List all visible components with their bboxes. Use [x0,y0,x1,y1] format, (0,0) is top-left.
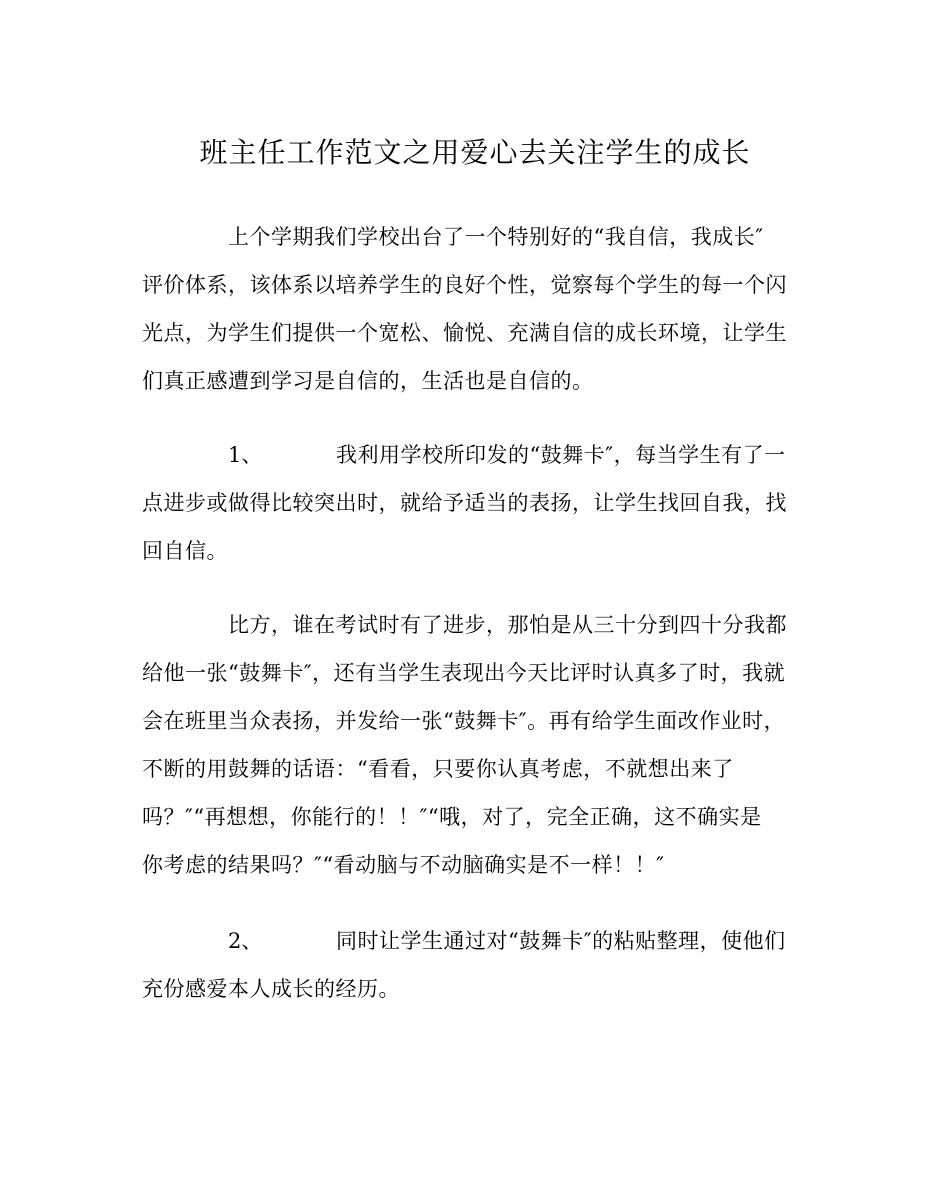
paragraph-2-line-6: 你考虑的结果吗？″“看动脑与不动脑确实是不一样！！″ [142,853,665,877]
item-1-line-1: 我利用学校所印发的“鼓舞卡″，每当学生有了一 [336,443,786,467]
item-2-number: 2、 [228,929,263,953]
item-1-number: 1、 [228,443,263,467]
item-1-line-3: 回自信。 [142,539,228,563]
item-2-line-1: 同时让学生通过对“鼓舞卡″的粘贴整理，使他们 [336,929,786,953]
paragraph-1-line-3: 光点，为学生们提供一个宽松、愉悦、充满自信的成长环境，让学生 [142,321,787,345]
item-1-line-2: 点进步或做得比较突出时，就给予适当的表扬，让学生找回自我，找 [142,491,787,515]
paragraph-1-line-1: 上个学期我们学校出台了一个特别好的“我自信，我成长″ [228,225,764,249]
paragraph-1-line-2: 评价体系，该体系以培养学生的良好个性，觉察每个学生的每一个闪 [142,273,787,297]
paragraph-2-line-3: 会在班里当众表扬，并发给一张“鼓舞卡″。再有给学生面改作业时， [142,709,786,733]
paragraph-2-line-5: 吗？″“再想想，你能行的！！″“哦，对了，完全正确，这不确实是 [142,805,762,829]
paragraph-2-line-2: 给他一张“鼓舞卡″，还有当学生表现出今天比评时认真多了时，我就 [142,661,786,685]
item-2-line-2: 充份感爱本人成长的经历。 [142,977,400,1001]
paragraph-2-line-4: 不断的用鼓舞的话语：“看看，只要你认真考虑，不就想出来了 [142,757,734,781]
paragraph-2-line-1: 比方，谁在考试时有了进步，那怕是从三十分到四十分我都 [228,613,787,637]
document-title: 班主任工作范文之用爱心去关注学生的成长 [199,136,751,169]
paragraph-1-line-4: 们真正感遭到学习是自信的，生活也是自信的。 [142,369,594,393]
